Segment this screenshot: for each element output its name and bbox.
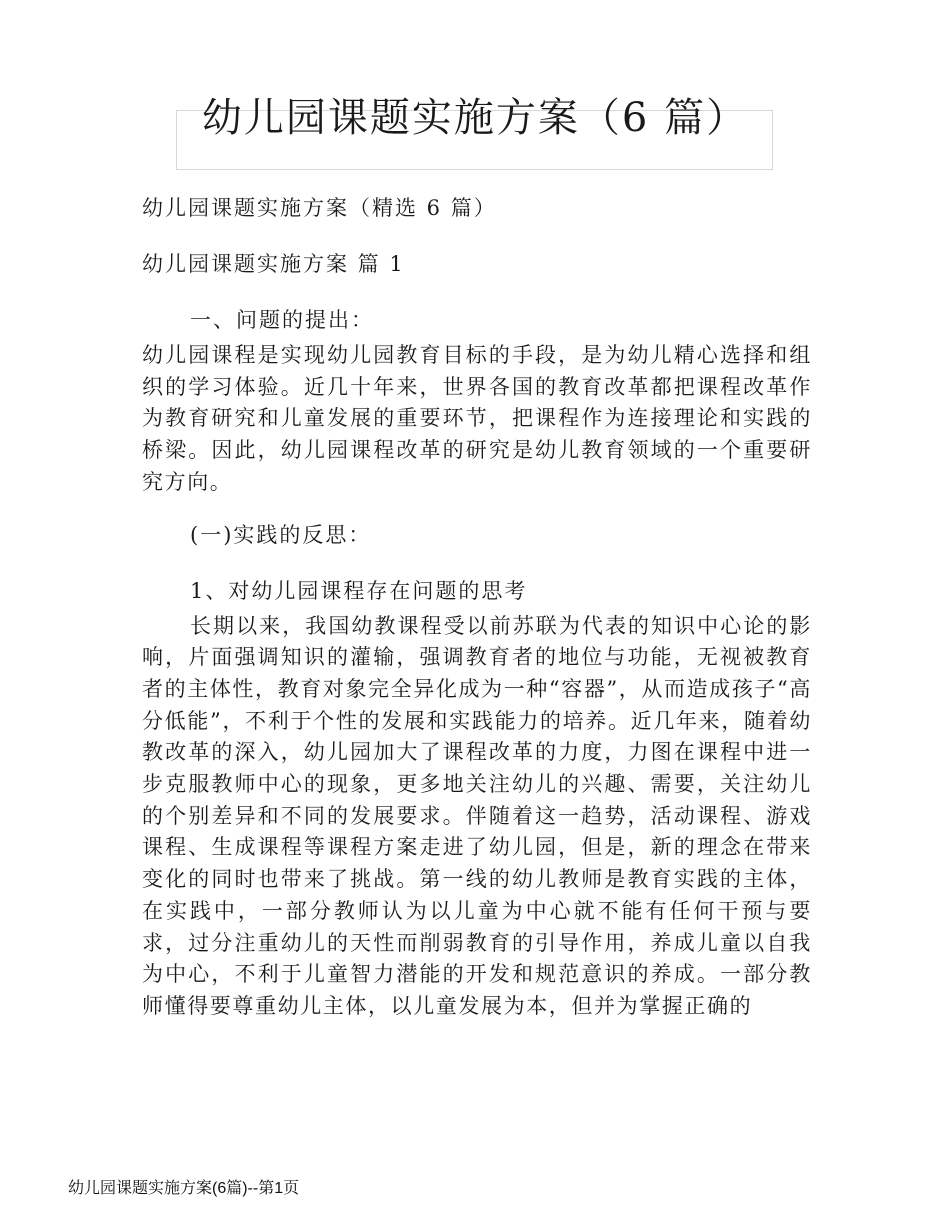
document-body	[142, 188, 812, 1023]
heading-curriculum-issues: 1、对幼儿园课程存在问题的思考	[190, 578, 528, 603]
paragraph-intro: 幼儿园课程是实现幼儿园教育目标的手段，是为幼儿精心选择和组织的学习体验。近几十年来，世界各国的教育改革都把课程改革作为教育研究和儿童发展的重要环节，把课程作为连接理论和实践的桥梁。因此，幼儿园课程改革的研究是幼儿教育领域的一个重要研究方向。	[142, 343, 812, 494]
heading-practice-reflection: (一)实践的反思：	[190, 522, 372, 547]
section-heading: 幼儿园课题实施方案 篇 1	[142, 252, 405, 276]
heading-problem-statement: 一、问题的提出：	[190, 308, 374, 332]
document-title: 幼儿园课题实施方案（6 篇）	[201, 95, 749, 141]
page-footer: 幼儿园课题实施方案(6篇)--第1页	[68, 1180, 300, 1197]
document-subtitle: 幼儿园课题实施方案（精选 6 篇）	[142, 196, 497, 220]
paragraph-curriculum-issues: 长期以来，我国幼教课程受以前苏联为代表的知识中心论的影响，片面强调知识的灌输，强调教育者的地位与功能，无视被教育者的主体性，教育对象完全异化成为一种“容器”，从而造成孩子“高分低能”，不利于个性的发展和实践能力的培养。近几年来，随着幼教改革的深入，幼儿园加大了课程改革的力度，力图在课程中进一步克服教师中心的现象，更多地关注幼儿的兴趣、需要，关注幼儿的个别差异和不同的发展要求。伴随着这一趋势，活动课程、游戏课程、生成课程等课程方案走进了幼儿园，但是，新的理念在带来变化的同时也带来了挑战。第一线的幼儿教师是教育实践的主体，在实践中，一部分教师认为以儿童为中心就不能有任何干预与要求，过分注重幼儿的天性而削弱教育的引导作用，养成儿童以自我为中心，不利于儿童智力潜能的开发和规范意识的养成。一部分教师懂得要尊重幼儿主体，以儿童发展为本，但并为掌握正确的	[142, 613, 812, 1018]
